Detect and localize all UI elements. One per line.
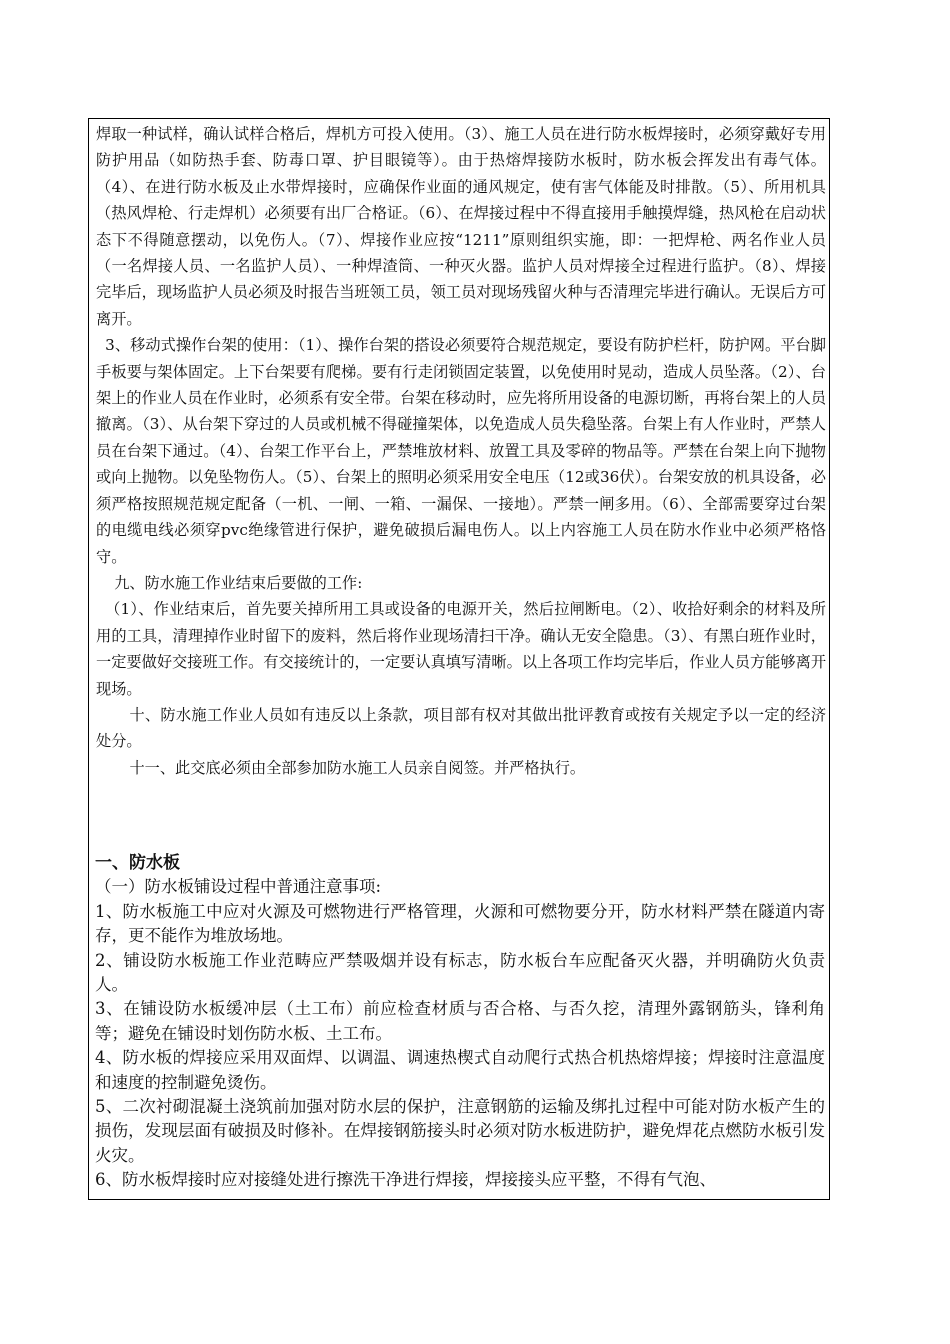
platform-paragraph: 3、移动式操作台架的使用：（1）、操作台架的搭设必须要符合规范规定，要设有防护栏杆，防护网。平台脚手板要与架体固定。上下台架要有爬梯。要有行走闭锁固定装置，以免使用时晃动，造成人员坠落。（2）、台架上的作业人员在作业时，必须系有安全带。台架在移动时，应先将所用设备的电源切断，再将台架上的人员撤离。（3）、从台架下穿过的人员或机械不得碰撞架体，以免造成人员失稳坠落。台架上有人作业时，严禁人员在台架下通过。（4）、台架工作平台上，严禁堆放材料、放置工具及零碎的物品等。严禁在台架上向下抛物或向上抛物。以免坠物伤人。（5）、台架上的照明必须采用安全电压（12或36伏）。台架安放的机具设备，必须严格按照规范规定配备（一机、一闸、一箱、一漏保、一接地）。严禁一闸多用。（6）、全部需要穿过台架的电缆电线必须穿pvc绝缘管进行保护，避免破损后漏电伤人。以上内容施工人员在防水作业中必须严格恪守。 xyxy=(96,336,826,566)
section-heading: 一、防水板 xyxy=(95,853,180,873)
list-item: 6、防水板焊接时应对接缝处进行擦洗干净进行焊接，焊接接头应平整，不得有气泡、 xyxy=(95,1170,716,1190)
list-item: 3、在铺设防水板缓冲层（土工布）前应检查材质与否合格、与否久挖，清理外露钢筋头，锋利角等；避免在铺设时划伤防水板、土工布。 xyxy=(95,999,825,1043)
section-nine-body: （1）、作业结束后，首先要关掉所用工具或设备的电源开关，然后拉闸断电。（2）、收拾好剩余的材料及所用的工具，清理掉作业时留下的废料，然后将作业现场清扫干净。确认无安全隐患。（3）、有黑白班作业时，一定要做好交接班工作。有交接统计的，一定要认真填写清晰。以上各项工作均完毕后，作业人员方能够离开现场。 xyxy=(96,600,826,698)
list-item: 1、防水板施工中应对火源及可燃物进行严格管理，火源和可燃物要分开，防水材料严禁在隧道内寄存，更不能作为堆放场地。 xyxy=(95,901,825,946)
section-nine-title: 九、防水施工作业结束后要做的工作: xyxy=(114,573,363,592)
section-eleven-paragraph: 十一、此交底必须由全部参加防水施工人员亲自阅签。并严格执行。 xyxy=(129,758,586,777)
list-item: 2、铺设防水板施工作业范畴应严禁吸烟并设有标志，防水板台车应配备灭火器，并明确防火负责人。 xyxy=(95,950,825,995)
welding-paragraph: 焊取一种试样，确认试样合格后，焊机方可投入使用。（3）、施工人员在进行防水板焊接时，必须穿戴好专用防护用品（如防热手套、防毒口罩、护目眼镜等）。由于热熔焊接防水板时，防水板会挥发出有毒气体。（4）、在进行防水板及止水带焊接时，应确保作业面的通风规定，使有害气体能及时排散。（5）、所用机具（热风焊枪、行走焊机）必须要有出厂合格证。（6）、在焊接过程中不得直接用手触摸焊缝，热风枪在启动状态下不得随意摆动，以免伤人。（7）、焊接作业应按“1211”原则组织实施，即：一把焊枪、两名作业人员（一名焊接人员、一名监护人员）、一种焊渣筒、一种灭火器。监护人员对焊接全过程进行监护。（8）、焊接完毕后，现场监护人员必须及时报告当班领工员，领工员对现场残留火种与否清理完毕进行确认。无误后方可离开。 xyxy=(96,125,826,328)
list-item: 5、二次衬砌混凝土浇筑前加强对防水层的保护，注意钢筋的运输及绑扎过程中可能对防水板产生的损伤，发现层面有破损及时修补。在焊接钢筋接头时必须对防水板进防护，避免焊花点燃防水板引发火灾。 xyxy=(95,1097,825,1165)
section-ten-paragraph: 十、防水施工作业人员如有违反以上条款，项目部有权对其做出批评教育或按有关规定予以一定的经济处分。 xyxy=(96,705,826,751)
list-item: 4、防水板的焊接应采用双面焊、以调温、调速热楔式自动爬行式热合机热熔焊接；焊接时注意温度和速度的控制避免烫伤。 xyxy=(95,1048,825,1092)
waterproof-board-section xyxy=(95,851,825,1193)
section-subheading: （一）防水板铺设过程中普通注意事项: xyxy=(95,877,382,897)
safety-instructions-text xyxy=(96,121,826,781)
